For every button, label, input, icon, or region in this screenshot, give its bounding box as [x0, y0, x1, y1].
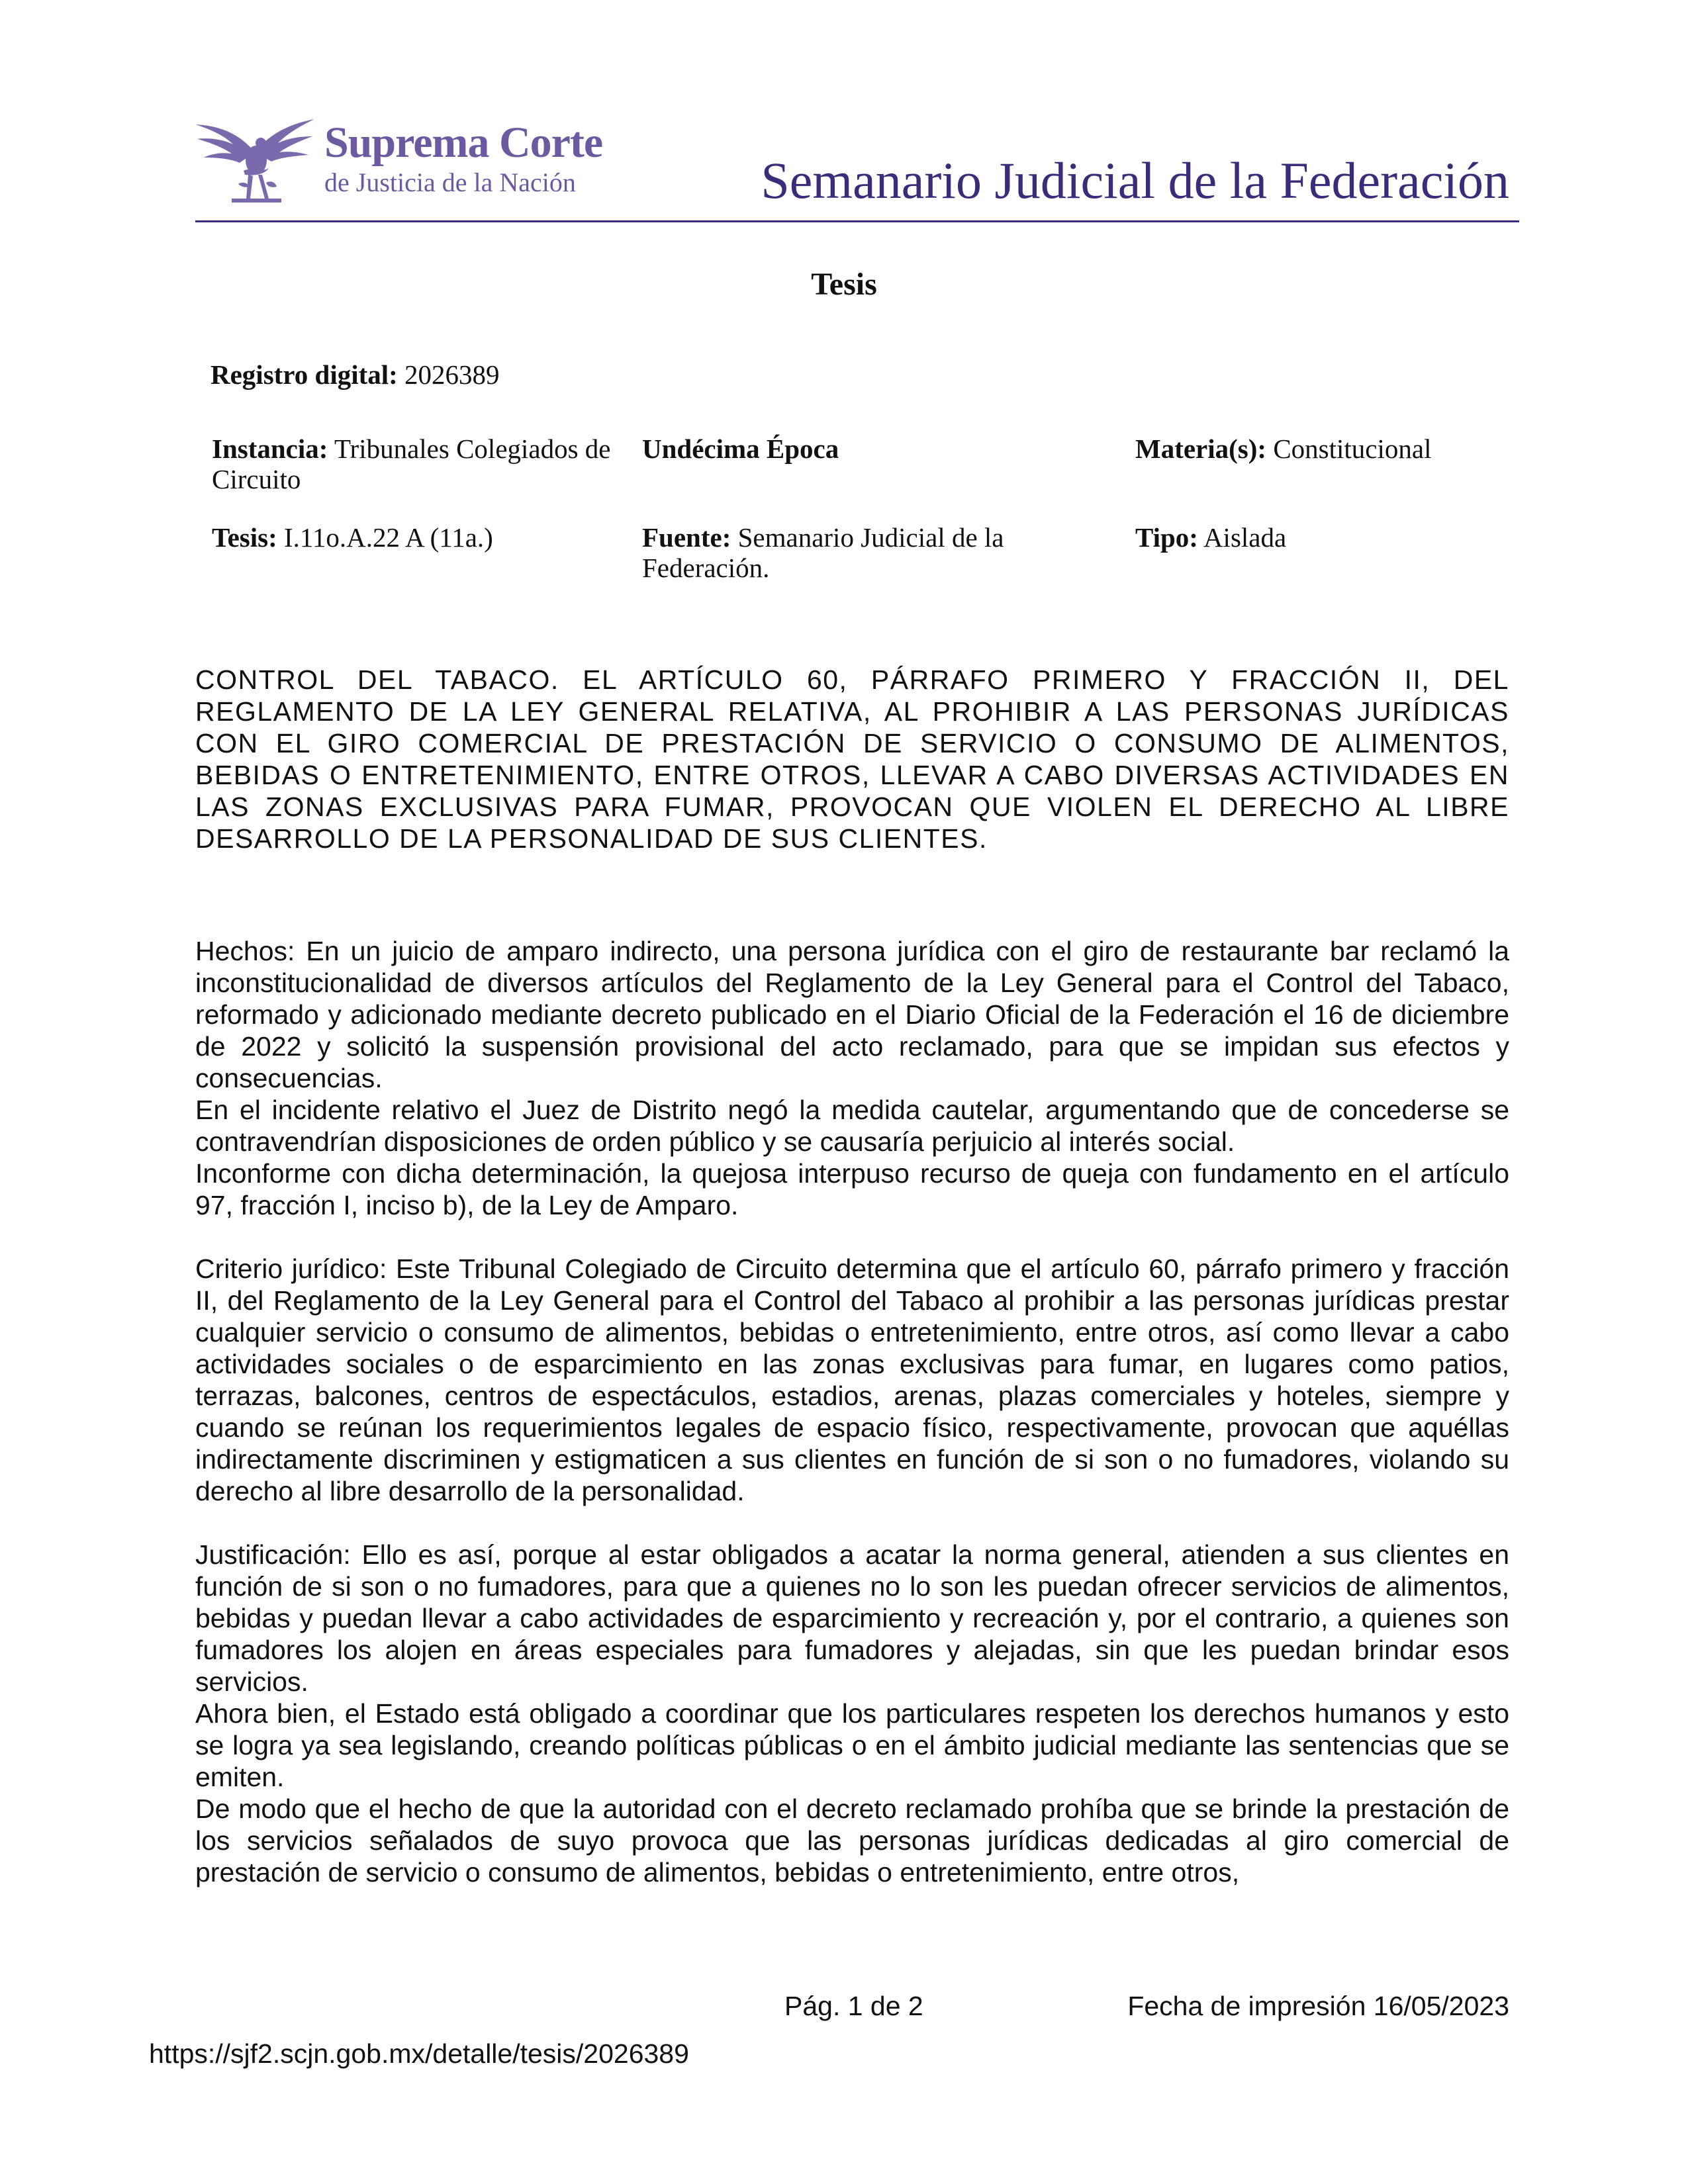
- logo-subtitle: de Justicia de la Nación: [324, 167, 576, 197]
- logo-title: Suprema Corte: [324, 118, 603, 167]
- justificacion-paragraph-2: Ahora bien, el Estado está obligado a coordinar que los particulares respeten los derechos humanos y esto se logra ya sea legislando, creando políticas públicas o en el ámbito judicial mediante las sentencias que se emiten.: [195, 1698, 1509, 1792]
- epoca-value: Undécima Época: [642, 433, 839, 464]
- hechos-paragraph: Hechos: En un juicio de amparo indirecto, una persona jurídica con el giro de restaurante bar reclamó la inconstitucionalidad de diversos artículos del Reglamento de la Ley General para el Control del Tabaco, reformado y adicionado mediante decreto publicado en el Diario Oficial de la Federación el 16 de diciembre de 2022 y solicitó la suspensión provisional del acto reclamado, para que se impidan sus efectos y consecuencias.: [195, 936, 1509, 1093]
- justificacion-paragraph-3: De modo que el hecho de que la autoridad con el decreto reclamado prohíba que se brinde la prestación de los servicios señalados de suyo provoca que las personas jurídicas dedicadas al giro comercial de prestación de servicio o consumo de alimentos, bebidas o entretenimiento, entre otros,: [195, 1794, 1509, 1888]
- instancia-field: [212, 433, 622, 494]
- tesis-label: Tesis:: [212, 522, 277, 553]
- tipo-value: Aislada: [1203, 522, 1287, 553]
- tipo-field: [1135, 522, 1286, 553]
- criterio-paragraph: Criterio jurídico: Este Tribunal Colegiado de Circuito determina que el artículo 60, párrafo primero y fracción II, del Reglamento de la Ley General para el Control del Tabaco al prohibir a las personas jurídicas prestar cualquier servicio o consumo de alimentos, bebidas o entretenimiento, entre otros, así como llevar a cabo actividades sociales o de esparcimiento en las zonas exclusivas para fumar, en lugares como patios, terrazas, balcones, centros de espectáculos, estadios, arenas, plazas comerciales y hoteles, siempre y cuando se reúnan los requerimientos legales de espacio físico, respectivamente, provocan que aquéllas indirectamente discriminen y estigmaticen a sus clientes en función de si son o no fumadores, violando su derecho al libre desarrollo de la personalidad.: [195, 1253, 1509, 1506]
- print-date: Fecha de impresión 16/05/2023: [1127, 1991, 1509, 2021]
- tesis-rubro: CONTROL DEL TABACO. EL ARTÍCULO 60, PÁRRAFO PRIMERO Y FRACCIÓN II, DEL REGLAMENTO DE LA LEY GENERAL RELATIVA, AL PROHIBIR A LAS PERSONAS JURÍDICAS CON EL GIRO COMERCIAL DE PRESTACIÓN DE SERVICIO O CONSUMO DE ALIMENTOS, BEBIDAS O ENTRETENIMIENTO, ENTRE OTROS, LLEVAR A CABO DIVERSAS ACTIVIDADES EN LAS ZONAS EXCLUSIVAS PARA FUMAR, PROVOCAN QUE VIOLEN EL DERECHO AL LIBRE DESARROLLO DE LA PERSONALIDAD DE SUS CLIENTES.: [195, 664, 1509, 854]
- document-type-heading: Tesis: [811, 267, 877, 302]
- hechos-paragraph-3: Inconforme con dicha determinación, la quejosa interpuso recurso de queja con fundamento en el artículo 97, fracción I, inciso b), de la Ley de Amparo.: [195, 1158, 1509, 1220]
- materia-value: Constitucional: [1273, 433, 1432, 464]
- fuente-field: [642, 522, 1066, 583]
- materia-field: [1135, 433, 1431, 464]
- tesis-field: [212, 522, 493, 553]
- instancia-label: Instancia:: [212, 433, 328, 464]
- instancia-value: Tribunales Colegiados de Circuito: [212, 433, 611, 494]
- source-url: https://sjf2.scjn.gob.mx/detalle/tesis/2026389: [149, 2038, 689, 2069]
- hechos-paragraph-2: En el incidente relativo el Juez de Distrito negó la medida cautelar, argumentando que de concederse se contravendrían disposiciones de orden público y se causaría perjuicio al interés social.: [195, 1095, 1509, 1157]
- header-divider: [195, 220, 1519, 222]
- fuente-value: Semanario Judicial de la Federación.: [642, 522, 1004, 583]
- registro-value: 2026389: [404, 359, 500, 390]
- epoca-field: [642, 433, 839, 464]
- registro-label: Registro digital:: [211, 359, 398, 390]
- registro-field: [211, 359, 500, 390]
- publication-title: Semanario Judicial de la Federación: [761, 152, 1509, 209]
- tipo-label: Tipo:: [1135, 522, 1198, 553]
- page-number: Pág. 1 de 2: [784, 1991, 923, 2021]
- tesis-body: [195, 935, 1509, 1888]
- tesis-value: I.11o.A.22 A (11a.): [284, 522, 493, 553]
- fuente-label: Fuente:: [642, 522, 731, 553]
- materia-label: Materia(s):: [1135, 433, 1267, 464]
- eagle-emblem-icon: [192, 106, 318, 205]
- scjn-logo: [192, 106, 603, 205]
- justificacion-paragraph: Justificación: Ello es así, porque al estar obligados a acatar la norma general, atienden a sus clientes en función de si son o no fumadores, para que a quienes no lo son les puedan ofrecer servicios de alimentos, bebidas y puedan llevar a cabo actividades de esparcimiento y recreación y, por el contrario, a quienes son fumadores los alojen en áreas especiales para fumadores y alejadas, sin que les puedan brindar esos servicios.: [195, 1539, 1509, 1697]
